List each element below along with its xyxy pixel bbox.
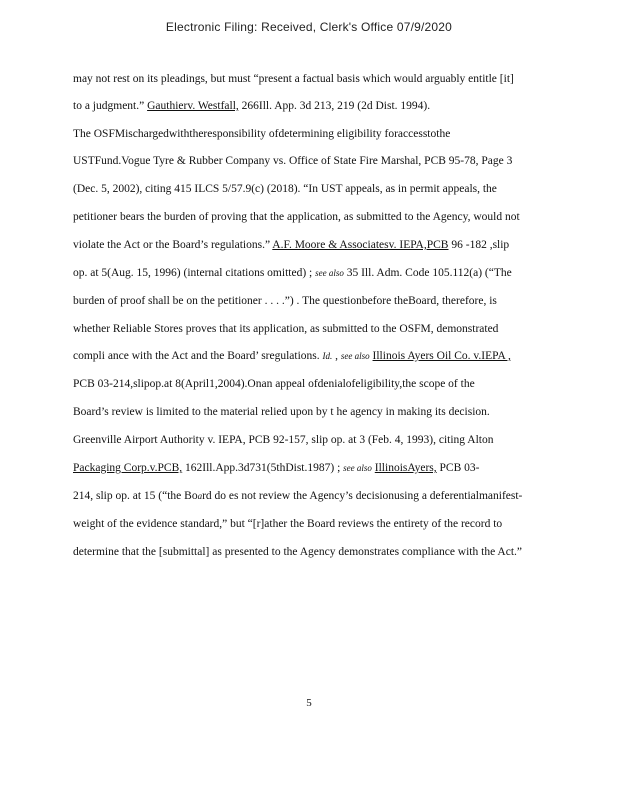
text-run: whether Reliable Stores proves that its application, as submitted to the OSFM, demonstrated <box>73 323 499 335</box>
text-line <box>73 377 475 391</box>
signal-italic: Id. <box>322 351 333 361</box>
text-run: Board’s review is limited to the material relied upon by t he agency in making its decision. <box>73 406 490 418</box>
case-citation: A.F. Moore & Associatesv. IEPA,PCB <box>272 239 449 251</box>
text-line <box>73 405 490 419</box>
text-line <box>73 210 520 224</box>
text-line <box>73 433 493 447</box>
text-line <box>73 461 479 475</box>
text-run: determine that the [submittal] as presented to the Agency demonstrates compliance with the Act.” <box>73 546 522 558</box>
text-line <box>73 349 511 363</box>
text-run: burden of proof shall be on the petitioner . . . .”) . The questionbefore theBoard, therefore, is <box>73 295 497 307</box>
text-line <box>73 99 430 113</box>
text-run: 266Ill. App. 3d 213, 219 (2d Dist. 1994). <box>238 100 431 112</box>
text-run: (Dec. 5, 2002), citing 415 ILCS 5/57.9(c) (2018). “In UST appeals, as in permit appeals, the <box>73 183 497 195</box>
text-run: USTFund.Vogue Tyre & Rubber Company vs. Office of State Fire Marshal, PCB 95-78, Page 3 <box>73 155 513 167</box>
text-run: weight of the evidence standard,” but “[r]ather the Board reviews the entirety of the record to <box>73 518 503 530</box>
signal-italic: see also <box>315 268 344 278</box>
text-run: op. at 5(Aug. 15, 1996) (internal citations omitted) ; <box>73 267 316 279</box>
page-number: 5 <box>306 697 312 709</box>
case-citation: Gauthierv. Westfall, <box>147 100 239 112</box>
text-run: , <box>332 350 341 362</box>
text-run: The OSFMischargedwiththeresponsibility ofdetermining eligibility foraccesstothe <box>73 128 451 140</box>
text-line <box>73 545 522 559</box>
efiling-header: Electronic Filing: Received, Clerk's Office 07/9/2020 <box>165 20 453 34</box>
text-run: rd do es not review the Agency’s decisionusing a deferentialmanifest- <box>202 490 523 502</box>
text-run: 96 -182 ,slip <box>448 239 510 251</box>
text-line <box>73 517 502 531</box>
text-run: to a judgment.” <box>73 100 148 112</box>
text-line <box>73 266 512 280</box>
text-run: violate the Act or the Board’s regulations.” <box>73 239 273 251</box>
case-citation: Illinois Ayers Oil Co. v.IEPA , <box>372 350 511 362</box>
text-line <box>73 127 450 141</box>
text-run: 35 Ill. Adm. Code 105.112(a) (“The <box>343 267 512 279</box>
text-run: petitioner bears the burden of proving that the application, as submitted to the Agency, would not <box>73 211 520 223</box>
signal-italic: see also <box>340 351 370 361</box>
text-run: Greenville Airport Authority v. IEPA, PCB 92-157, slip op. at 3 (Feb. 4, 1993), citing Alton <box>73 434 494 446</box>
text-run: PCB 03-214,slipop.at 8(April1,2004).Onan appeal ofdenialofeligibility,the scope of the <box>73 378 475 390</box>
text-run: 214, slip op. at 15 (“the Bo <box>73 490 198 502</box>
signal-italic: see also <box>343 463 372 473</box>
text-line <box>73 294 497 308</box>
text-line <box>73 72 514 86</box>
case-citation: Packaging Corp.v.PCB, <box>73 462 183 474</box>
text-run: may not rest on its pleadings, but must “present a factual basis which would arguably entitle [it] <box>73 73 514 85</box>
text-run: PCB 03- <box>436 462 480 474</box>
text-run: 162Ill.App.3d731(5thDist.1987) ; <box>182 462 344 474</box>
text-line <box>73 489 522 503</box>
text-line <box>73 322 498 336</box>
case-citation: IllinoisAyers, <box>374 462 437 474</box>
text-run: compli ance with the Act and the Board’ sregulations. <box>73 350 323 362</box>
signal-italic: a <box>197 491 203 501</box>
text-line <box>73 238 509 252</box>
text-line <box>73 182 497 196</box>
text-line <box>73 154 512 168</box>
